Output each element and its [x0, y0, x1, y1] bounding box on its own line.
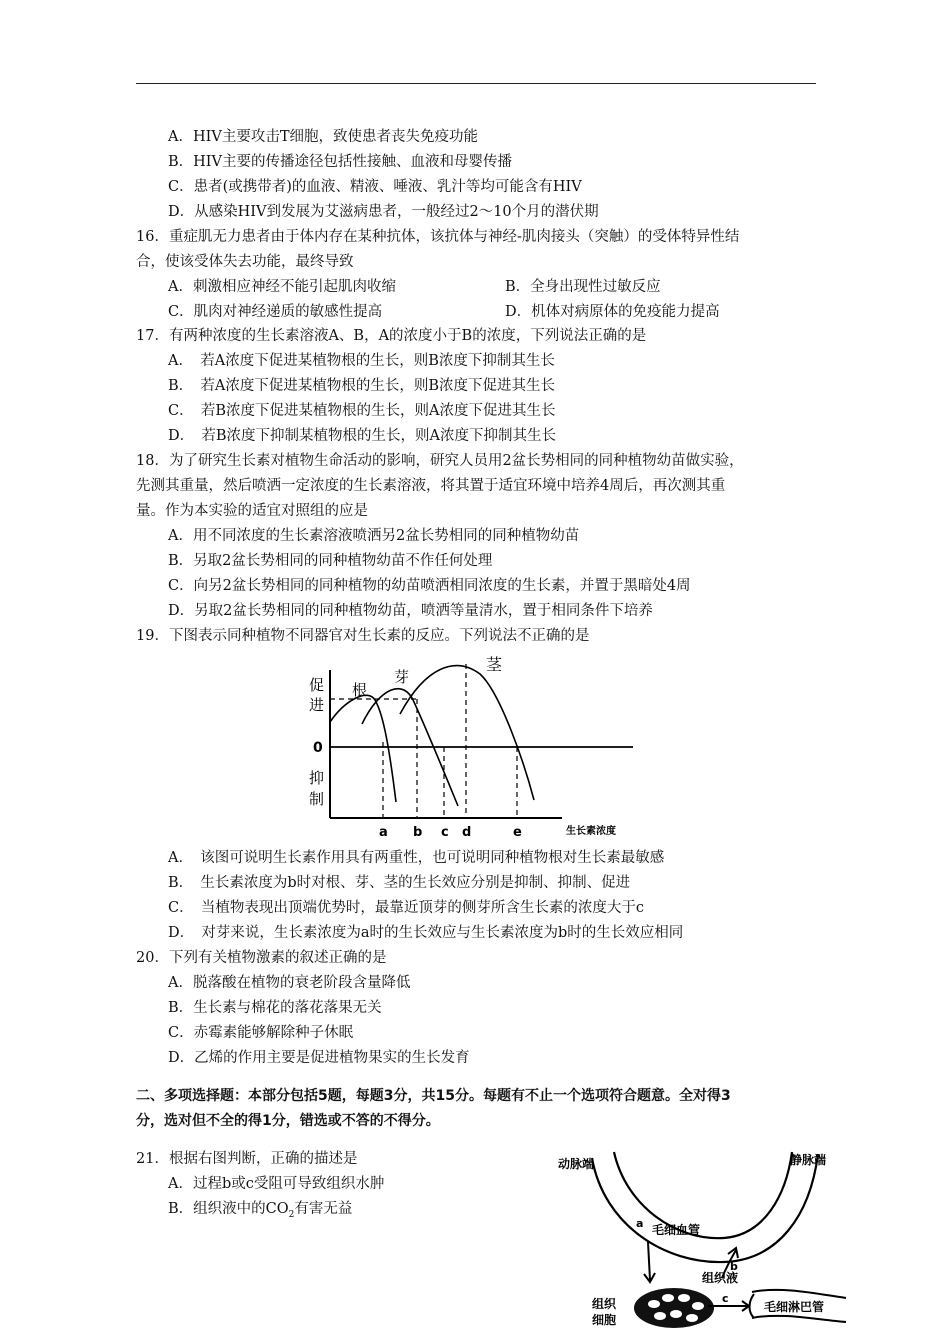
label-lymph-capillary: 毛细淋巴管 [764, 1300, 825, 1314]
q21-stem: 21．根据右图判断，正确的描述是 [136, 1151, 358, 1167]
tick-b: b [413, 825, 423, 840]
q18-option-a: A．用不同浓度的生长素溶液喷洒另2盆长势相同的同种植物幼苗 [168, 528, 580, 544]
y-label-inhibit-1: 抑 [309, 769, 325, 787]
label-tissue-cell-2: 细胞 [592, 1313, 617, 1327]
tick-c: c [441, 825, 449, 840]
label-capillary: 毛细血管 [652, 1223, 701, 1237]
label-stem: 茎 [486, 655, 503, 674]
q18-option-c: C．向另2盆长势相同的同种植物的幼苗喷洒相同浓度的生长素，并置于黑暗处4周 [168, 578, 691, 594]
label-bud: 芽 [394, 668, 410, 686]
label-c: c [722, 1292, 729, 1305]
q18-stem-line1: 18．为了研究生长素对植物生命活动的影响，研究人员用2盆长势相同的同种植物幼苗做实验， [136, 453, 744, 469]
label-arterial-end: 动脉端 [558, 1157, 595, 1171]
y-label-promote-2: 进 [309, 696, 325, 714]
root-curve [330, 695, 396, 802]
tick-d: d [462, 825, 472, 840]
q19-option-d: D． 对芽来说，生长素浓度为a时的生长效应与生长素浓度为b时的生长效应相同 [168, 925, 684, 941]
q17-stem: 17．有两种浓度的生长素溶液A、B，A的浓度小于B的浓度，下列说法正确的是 [136, 328, 647, 344]
q20-stem: 20．下列有关植物激素的叙述正确的是 [136, 950, 387, 966]
y-label-zero: 0 [313, 740, 323, 756]
q20-option-d: D．乙烯的作用主要是促进植物果实的生长发育 [168, 1050, 470, 1066]
q16-option-a: A．刺激相应神经不能引起肌肉收缩 [168, 279, 396, 295]
q16-stem-line1: 16．重症肌无力患者由于体内存在某种抗体，该抗体与神经-肌肉接头（突触）的受体特异性结 [136, 229, 740, 245]
q16-option-c: C．肌肉对神经递质的敏感性提高 [168, 304, 383, 320]
q18-option-d: D．另取2盆长势相同的同种植物幼苗，喷洒等量清水，置于相同条件下培养 [168, 603, 653, 619]
capillary-outer-wall [592, 1154, 818, 1262]
label-venous-end: 静脉端 [790, 1153, 827, 1167]
tissue-cells [634, 1288, 714, 1328]
q17-option-a: A． 若A浓度下促进某植物根的生长，则B浓度下抑制其生长 [168, 353, 555, 369]
q20-option-c: C．赤霉素能够解除种子休眠 [168, 1025, 354, 1041]
arrow-a [648, 1242, 650, 1280]
q15-option-a: A．HIV主要攻击T细胞，致使患者丧失免疫功能 [168, 129, 478, 145]
y-label-inhibit-2: 制 [309, 790, 325, 808]
q17-option-d: D． 若B浓度下抑制某植物根的生长，则A浓度下抑制其生长 [168, 428, 557, 444]
x-axis-label: 生长素浓度 [566, 826, 616, 837]
q16-stem-line2: 合，使该受体失去功能，最终导致 [136, 254, 354, 270]
q15-option-c: C．患者(或携带者)的血液、精液、唾液、乳汁等均可能含有HIV [168, 179, 582, 195]
q19-stem: 19．下图表示同种植物不同器官对生长素的反应。下列说法不正确的是 [136, 628, 590, 644]
q18-stem-line2: 先测其重量，然后喷洒一定浓度的生长素溶液，将其置于适宜环境中培养4周后，再次测其重 [136, 478, 726, 494]
q21-option-a: A．过程b或c受阻可导致组织水肿 [168, 1176, 385, 1192]
q19-option-c: C． 当植物表现出顶端优势时，最靠近顶芽的侧芽所含生长素的浓度大于c [168, 900, 644, 916]
section2-heading-line1: 二、多项选择题：本部分包括5题，每题3分，共15分。每题有不止一个选项符合题意。全对得3 [136, 1088, 731, 1104]
tick-e: e [513, 825, 522, 840]
header-rule [136, 83, 816, 84]
q20-option-b: B．生长素与棉花的落花落果无关 [168, 1000, 382, 1016]
q18-stem-line3: 量。作为本实验的适宜对照组的应是 [136, 503, 368, 519]
q21-option-b [168, 1199, 352, 1225]
q21-option-b-text: B．组织液中的CO [168, 1201, 289, 1217]
q20-option-a: A．脱落酸在植物的衰老阶段含量降低 [168, 975, 411, 991]
q17-option-c: C． 若B浓度下促进某植物根的生长，则A浓度下促进其生长 [168, 403, 556, 419]
q15-option-b: B．HIV主要的传播途径包括性接触、血液和母婴传播 [168, 154, 512, 170]
q16-option-b: B．全身出现性过敏反应 [505, 279, 661, 295]
label-root: 根 [352, 681, 368, 699]
label-b: b [730, 1260, 738, 1273]
section2-heading-line2: 分，选对但不全的得1分，错选或不答的不得分。 [136, 1113, 440, 1129]
label-tissue-cell-1: 组织 [592, 1297, 617, 1311]
y-label-promote-1: 促 [309, 676, 325, 694]
q21-option-b-tail: 有害无益 [294, 1201, 353, 1217]
q19-option-a: A． 该图可说明生长素作用具有两重性，也可说明同种植物根对生长素最敏感 [168, 850, 665, 866]
capillary-exchange-figure [556, 1146, 848, 1336]
lymph-capillary-upper [752, 1290, 846, 1298]
label-a: a [636, 1217, 644, 1230]
q18-option-b: B．另取2盆长势相同的同种植物幼苗不作任何处理 [168, 553, 493, 569]
q19-option-b: B． 生长素浓度为b时对根、芽、茎的生长效应分别是抑制、抑制、促进 [168, 875, 631, 891]
stem-curve [400, 666, 534, 800]
q17-option-b: B． 若A浓度下促进某植物根的生长，则B浓度下促进其生长 [168, 378, 556, 394]
lymph-capillary-lower [752, 1316, 846, 1322]
q15-option-d: D．从感染HIV到发展为艾滋病患者，一般经过2～10个月的潜伏期 [168, 204, 599, 220]
auxin-response-figure [300, 652, 650, 840]
tick-a: a [379, 825, 388, 840]
q16-option-d: D．机体对病原体的免疫能力提高 [505, 304, 720, 320]
label-tissue-fluid: 组织液 [702, 1271, 739, 1285]
q21-option-b-subscript: 2 [288, 1209, 295, 1220]
